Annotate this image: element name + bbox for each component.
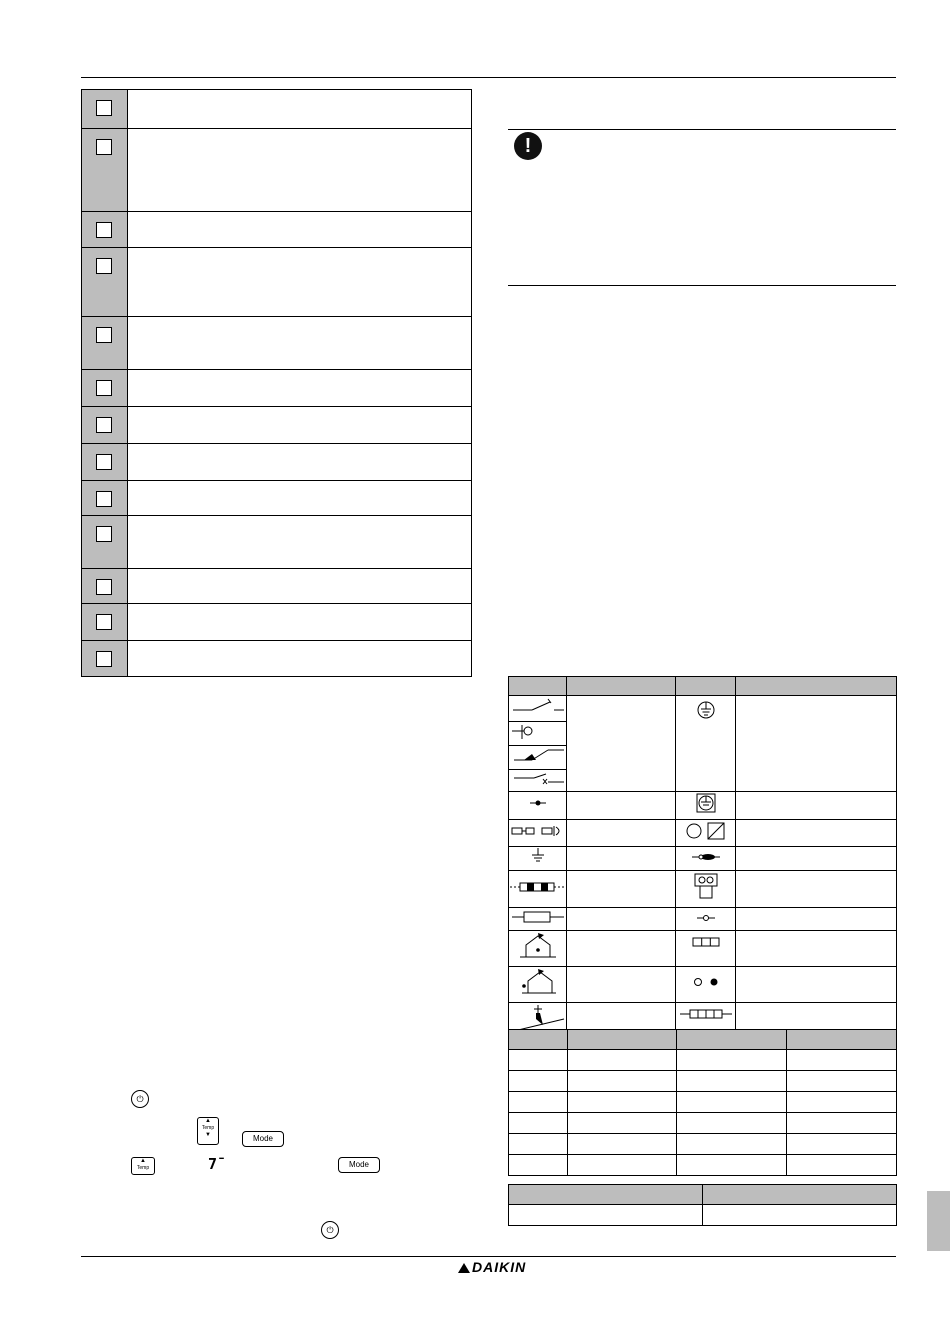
- checklist-item-text: [127, 90, 471, 128]
- summary-table: [508, 1184, 897, 1226]
- checklist-row: [82, 568, 471, 603]
- checklist-row: [82, 480, 471, 515]
- mode-button-icon: Mode: [338, 1157, 380, 1173]
- checklist-item-text: [127, 604, 471, 640]
- checkbox[interactable]: [96, 417, 112, 433]
- outdoor-unit-icon: [509, 967, 567, 1003]
- temp-up-button-icon: ▲ Temp: [131, 1157, 155, 1175]
- indoor-unit-icon: [509, 931, 567, 967]
- power-button-icon: ⏻: [321, 1221, 339, 1239]
- checklist-item-text: [127, 516, 471, 568]
- checkbox-cell: [82, 317, 127, 369]
- checkbox-cell: [82, 129, 127, 211]
- checkbox[interactable]: [96, 327, 112, 343]
- checkbox-cell: [82, 604, 127, 640]
- checklist-item-text: [127, 641, 471, 676]
- earth-terminal-icon: [676, 792, 736, 820]
- checklist-row: [82, 515, 471, 568]
- checklist-row: [82, 316, 471, 369]
- connector-icon: [509, 820, 567, 847]
- checkbox[interactable]: [96, 100, 112, 116]
- display-segment-icon: 7̄: [208, 1155, 218, 1173]
- legend-header-row: [509, 677, 897, 696]
- notice-bottom-rule: [508, 285, 896, 286]
- summary-header-row: [509, 1185, 897, 1205]
- checkbox[interactable]: [96, 491, 112, 507]
- connector-block-icon: [676, 871, 736, 908]
- checkbox-cell: [82, 248, 127, 316]
- checklist-item-text: [127, 129, 471, 211]
- checklist-row: [82, 211, 471, 247]
- installation-checklist: [81, 89, 472, 677]
- table-row: [509, 1205, 897, 1226]
- chapter-tab: [927, 1191, 950, 1251]
- checklist-item-text: [127, 481, 471, 515]
- checkbox-cell: [82, 212, 127, 247]
- checkbox[interactable]: [96, 651, 112, 667]
- table-row: [509, 1134, 897, 1155]
- terminal-icon: [676, 847, 736, 871]
- checkbox-cell: [82, 90, 127, 128]
- connection-dot-icon: [509, 792, 567, 820]
- checklist-item-text: [127, 212, 471, 247]
- table-row: [509, 1113, 897, 1134]
- temp-button-icon: ▲ Temp ▼: [197, 1117, 219, 1145]
- terminal-strip-icon: [676, 931, 736, 967]
- checklist-item-text: [127, 317, 471, 369]
- checkbox[interactable]: [96, 222, 112, 238]
- checkbox-cell: [82, 641, 127, 676]
- checkbox-cell: [82, 407, 127, 443]
- pressure-switch-icon: [509, 746, 567, 770]
- footer-rule: [81, 1256, 896, 1257]
- checkbox[interactable]: [96, 614, 112, 630]
- table-row: [509, 1155, 897, 1176]
- checkbox-cell: [82, 444, 127, 480]
- header-rule: [81, 77, 896, 78]
- checklist-row: [82, 369, 471, 406]
- table-row: [509, 1071, 897, 1092]
- meter-icon: [676, 820, 736, 847]
- checklist-row: [82, 640, 471, 676]
- mode-button-icon: Mode: [242, 1131, 284, 1147]
- protective-earth-icon: [676, 696, 736, 792]
- checklist-row: [82, 247, 471, 316]
- checkbox-cell: [82, 569, 127, 603]
- checkbox[interactable]: [96, 526, 112, 542]
- checkbox-cell: [82, 370, 127, 406]
- daikin-logo: DAIKIN: [458, 1259, 526, 1275]
- switch-symbol-icon: [509, 696, 567, 722]
- fuse-icon: [509, 908, 567, 931]
- checklist-item-text: [127, 370, 471, 406]
- checklist-row: [82, 128, 471, 211]
- checklist-item-text: [127, 248, 471, 316]
- notice-top-rule: [508, 129, 896, 130]
- wiring-symbol-legend: [508, 676, 897, 1039]
- connection-open-icon: [676, 908, 736, 931]
- float-switch-icon: [509, 722, 567, 746]
- checklist-row: [82, 90, 471, 128]
- exclamation-icon: !: [514, 132, 542, 160]
- checkbox[interactable]: [96, 454, 112, 470]
- checkbox[interactable]: [96, 258, 112, 274]
- checklist-row: [82, 603, 471, 640]
- ground-icon: [509, 847, 567, 871]
- thermal-switch-icon: [509, 770, 567, 792]
- checkbox[interactable]: [96, 579, 112, 595]
- power-button-icon: ⏻: [131, 1090, 149, 1108]
- daikin-triangle-icon: [458, 1263, 470, 1273]
- abbreviation-header-row: [509, 1030, 897, 1050]
- checklist-item-text: [127, 569, 471, 603]
- abbreviation-table: [508, 1029, 897, 1176]
- table-row: [509, 1050, 897, 1071]
- checklist-item-text: [127, 407, 471, 443]
- checklist-row: [82, 443, 471, 480]
- checkbox-cell: [82, 516, 127, 568]
- checklist-row: [82, 406, 471, 443]
- checkbox-cell: [82, 481, 127, 515]
- checkbox[interactable]: [96, 380, 112, 396]
- field-wiring-icon: [509, 871, 567, 908]
- checklist-item-text: [127, 444, 471, 480]
- checkbox[interactable]: [96, 139, 112, 155]
- table-row: [509, 1092, 897, 1113]
- open-closed-indicator-icon: [676, 967, 736, 1003]
